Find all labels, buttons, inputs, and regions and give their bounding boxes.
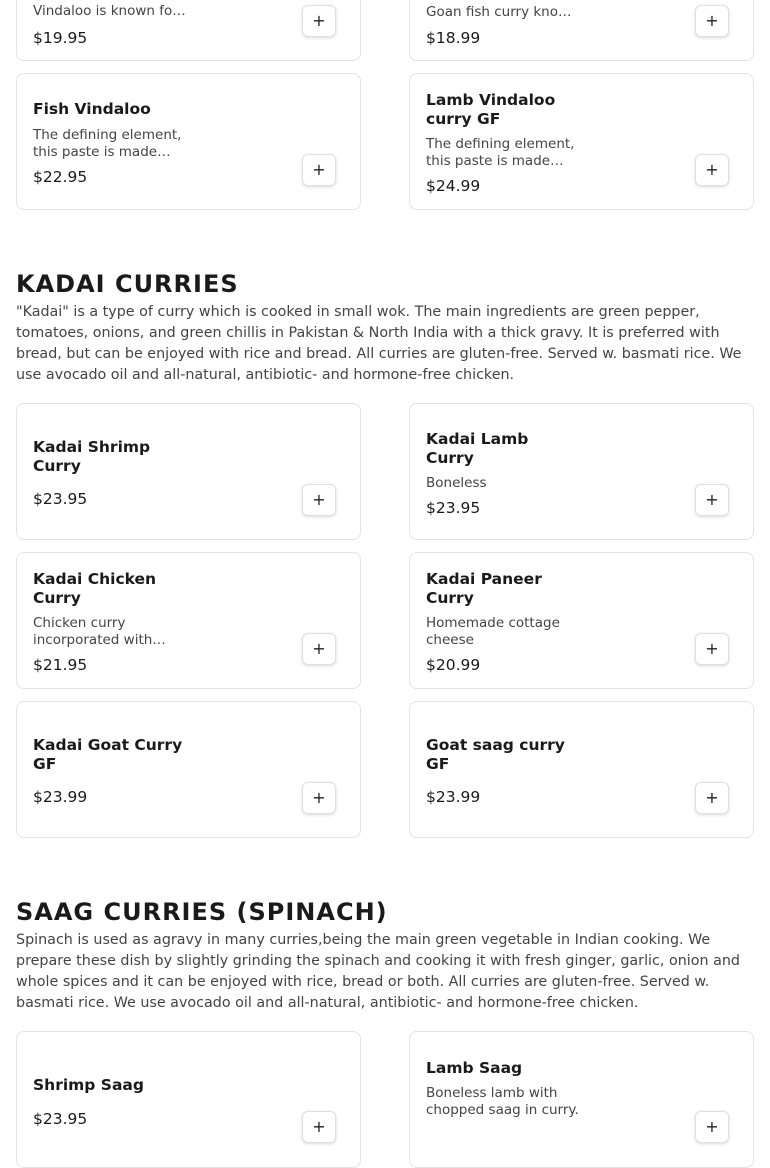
add-to-cart-button[interactable] xyxy=(695,5,729,37)
add-to-cart-button[interactable] xyxy=(302,633,336,665)
item-description: Vindaloo is known fo… xyxy=(33,3,186,19)
item-name: Kadai Paneer Curry xyxy=(426,570,542,607)
plus-icon: + xyxy=(312,490,326,509)
item-description: Goan fish curry kno… xyxy=(426,4,572,20)
menu-item-card[interactable] xyxy=(16,701,361,838)
item-price: $24.99 xyxy=(426,177,481,195)
add-to-cart-button[interactable] xyxy=(302,484,336,516)
add-to-cart-button[interactable] xyxy=(302,782,336,814)
plus-icon: + xyxy=(705,788,719,807)
plus-icon: + xyxy=(705,160,719,179)
add-to-cart-button[interactable] xyxy=(302,154,336,186)
item-price: $20.99 xyxy=(426,656,481,674)
add-to-cart-button[interactable] xyxy=(695,633,729,665)
item-description: The defining element, this paste is made… xyxy=(426,136,575,169)
item-name: Shrimp Saag xyxy=(33,1076,144,1094)
add-to-cart-button[interactable] xyxy=(695,484,729,516)
menu-item-card[interactable] xyxy=(409,403,754,540)
item-price: $18.99 xyxy=(426,29,481,47)
plus-icon: + xyxy=(705,490,719,509)
add-to-cart-button[interactable] xyxy=(302,1111,336,1143)
plus-icon: + xyxy=(312,11,326,30)
menu-item-card[interactable] xyxy=(16,0,361,61)
plus-icon: + xyxy=(312,1117,326,1136)
item-price: $22.95 xyxy=(33,168,88,186)
menu-item-card[interactable] xyxy=(16,403,361,540)
section-title: SAAG CURRIES (SPINACH) xyxy=(16,898,388,926)
item-price: $23.95 xyxy=(33,1110,88,1128)
add-to-cart-button[interactable] xyxy=(695,154,729,186)
add-to-cart-button[interactable] xyxy=(695,782,729,814)
menu-item-card[interactable] xyxy=(409,1031,754,1168)
add-to-cart-button[interactable] xyxy=(302,5,336,37)
item-description: Chicken curry incorporated with… xyxy=(33,615,166,648)
item-price: $19.95 xyxy=(33,29,88,47)
menu-item-card[interactable] xyxy=(409,552,754,689)
item-price: $23.99 xyxy=(33,788,88,806)
item-name: Lamb Vindaloo curry GF xyxy=(426,91,556,128)
plus-icon: + xyxy=(705,11,719,30)
item-name: Goat saag curry GF xyxy=(426,736,565,773)
item-name: Kadai Goat Curry GF xyxy=(33,736,183,773)
item-name: Kadai Shrimp Curry xyxy=(33,438,151,475)
plus-icon: + xyxy=(312,788,326,807)
add-to-cart-button[interactable] xyxy=(695,1111,729,1143)
plus-icon: + xyxy=(312,639,326,658)
menu-item-card[interactable] xyxy=(16,552,361,689)
menu-item-card[interactable] xyxy=(409,0,754,61)
item-description: Boneless xyxy=(426,475,487,491)
menu-item-card[interactable] xyxy=(409,73,754,210)
item-name: Lamb Saag xyxy=(426,1059,523,1077)
plus-icon: + xyxy=(705,639,719,658)
item-price: $23.95 xyxy=(33,490,88,508)
section-description: Spinach is used as agravy in many curries,being the main green vegetable in Indian cooking. We prepare these dish by slightly grinding the spinach and cooking it with fresh ginger, garlic, onion and whole spices and it can be enjoyed with rice, bread or both. All curries are gluten-free. Served w. basmati rice. We use avocado oil and all-natural, antibiotic- and hormone-free chicken. xyxy=(16,932,740,1011)
item-description: Boneless lamb with chopped saag in curry. xyxy=(426,1085,579,1118)
item-price: $23.95 xyxy=(426,499,481,517)
section-title: KADAI CURRIES xyxy=(16,270,239,298)
menu-item-card[interactable] xyxy=(409,701,754,838)
item-name: Kadai Lamb Curry xyxy=(426,430,529,467)
section-description: "Kadai" is a type of curry which is cooked in small wok. The main ingredients are green pepper, tomatoes, onions, and green chillis in Pakistan & North India with a thick gravy. It is preferred with bread, but can be enjoyed with rice and bread. All curries are gluten-free. Served w. basmati rice. We use avocado oil and all-natural, antibiotic- and hormone-free chicken. xyxy=(16,304,742,383)
menu-item-card[interactable] xyxy=(16,73,361,210)
item-price: $23.99 xyxy=(426,788,481,806)
item-name: Kadai Chicken Curry xyxy=(33,570,157,607)
item-name: Fish Vindaloo xyxy=(33,100,151,118)
menu-item-card[interactable] xyxy=(16,1031,361,1168)
item-description: Homemade cottage cheese xyxy=(426,615,560,648)
item-price: $21.95 xyxy=(33,656,88,674)
plus-icon: + xyxy=(705,1117,719,1136)
item-description: The defining element, this paste is made… xyxy=(33,127,182,160)
plus-icon: + xyxy=(312,160,326,179)
